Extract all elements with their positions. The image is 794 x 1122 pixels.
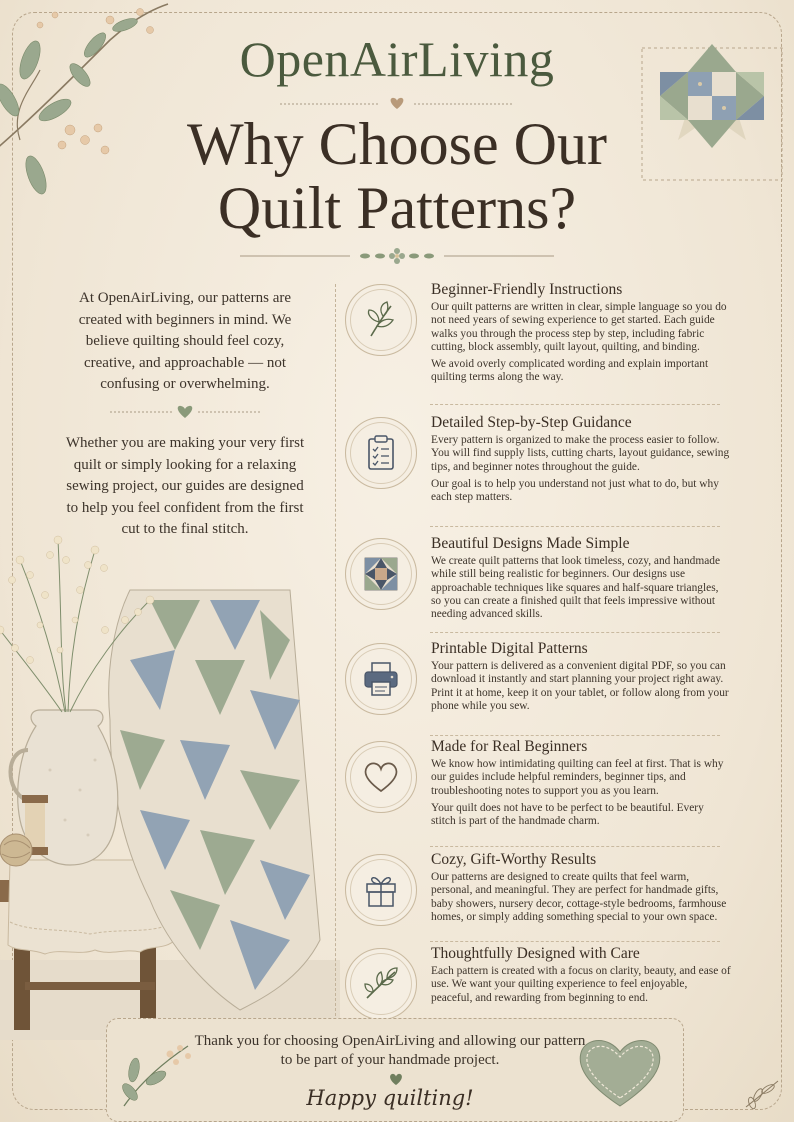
quilt-block-icon xyxy=(361,554,401,594)
felt-heart-icon xyxy=(574,1032,666,1110)
feature-text: Our quilt patterns are written in clear, simple language so you do not need years of sewing experience to get started. Each guide walks you through the process step by step, including fabric cutting, block assembly, quilt layout, quilting, and binding. xyxy=(431,301,727,353)
feature-text: Our patterns are designed to create quilts that feel warm, personal, and meaningful. They are perfect for handmade gifts, baby showers, nursery decor, cottage-style bedrooms, farmhouse homes, or simply adding something special to your own space. xyxy=(431,871,727,923)
feature-heading: Detailed Step-by-Step Guidance xyxy=(431,414,632,431)
feature-text: Your pattern is delivered as a convenient digital PDF, so you can download it instantly and start planning your project right away. Print it at home, keep it on your tablet, or follow along from your phone while you sew. xyxy=(431,660,729,712)
feature-text: Your quilt does not have to be perfect to be beautiful. Every stitch is part of the handmade charm. xyxy=(431,801,704,828)
leaf-sprig-icon xyxy=(361,300,401,340)
corner-sprig-icon xyxy=(742,1075,782,1111)
feature-icon-circle xyxy=(345,284,417,356)
feature-heading: Beginner-Friendly Instructions xyxy=(431,281,623,298)
feature-separator xyxy=(430,846,720,847)
clipboard-checklist-icon xyxy=(361,433,401,473)
feature-separator xyxy=(430,735,720,736)
flower-divider-icon xyxy=(240,247,554,265)
heart-divider-icon xyxy=(110,404,260,420)
feature-text: Every pattern is organized to make the process easier to follow. You will find supply lists, cutting charts, layout guidance, sewing tips, and beginner notes throughout the guide. xyxy=(431,434,730,473)
feature-heading: Cozy, Gift-Worthy Results xyxy=(431,851,597,868)
feature-separator xyxy=(430,404,720,405)
feature-icon-circle xyxy=(345,948,417,1020)
feature-icon-circle xyxy=(345,417,417,489)
column-divider xyxy=(335,284,336,1016)
small-heart-icon xyxy=(388,1072,404,1086)
quilt-chair-illustration xyxy=(0,520,340,1040)
footer-thanks: Thank you for choosing OpenAirLiving and allowing our pattern to be part of your handmade project. xyxy=(194,1033,586,1068)
brand-name: OpenAirLiving xyxy=(239,31,555,87)
feature-icon-circle xyxy=(345,741,417,813)
feature-text: We know how intimidating quilting can feel at first. That is why our guides include helpful reminders, beginner tips, and troubleshooting notes to support you as you learn. xyxy=(431,758,724,797)
feature-icon-circle xyxy=(345,643,417,715)
printer-icon xyxy=(361,659,401,699)
footer-signoff: Happy quilting! xyxy=(306,1086,474,1110)
feature-icon-circle xyxy=(345,538,417,610)
leaf-branch-icon xyxy=(361,964,401,1004)
feature-text: Each pattern is created with a focus on clarity, beauty, and ease of use. We want your quilting experience to feel enjoyable, peaceful, and rewarding from beginning to end. xyxy=(431,965,731,1004)
heart-icon xyxy=(361,757,401,797)
feature-heading: Printable Digital Patterns xyxy=(431,640,588,657)
feature-separator xyxy=(430,941,720,942)
floral-sprig-icon xyxy=(118,1030,198,1108)
feature-heading: Thoughtfully Designed with Care xyxy=(431,945,640,962)
intro-paragraph-2: Whether you are making your very first quilt or simply looking for a relaxing sewing project, our guides are designed to help you feel confident from the first cut to the final stitch. xyxy=(65,435,305,537)
feature-heading: Beautiful Designs Made Simple xyxy=(431,535,630,552)
feature-icon-circle xyxy=(345,854,417,926)
intro-paragraph-1: At OpenAirLiving, our patterns are created with beginners in mind. We believe quilting should feel cozy, creative, and approachable — not confusing or overwhelming. xyxy=(78,290,292,392)
page-title xyxy=(60,112,734,240)
gift-box-icon xyxy=(361,870,401,910)
feature-text: Our goal is to help you understand not just what to do, but why each step matters. xyxy=(431,477,719,504)
feature-separator xyxy=(430,526,720,527)
heart-divider-icon xyxy=(280,96,514,112)
title-line-2: Quilt Patterns? xyxy=(217,175,577,241)
feature-text: We create quilt patterns that look timeless, cozy, and handmade while still being realistic for beginners. Our designs use approachable techniques like squares and half-square triangles, so you can create a finished quilt that feels impressive without needing advanced skills. xyxy=(431,555,721,621)
feature-text: We avoid overly complicated wording and explain important quilting terms along the way. xyxy=(431,358,709,384)
feature-heading: Made for Real Beginners xyxy=(431,738,588,755)
feature-separator xyxy=(430,632,720,633)
title-line-1: Why Choose Our xyxy=(187,111,607,177)
